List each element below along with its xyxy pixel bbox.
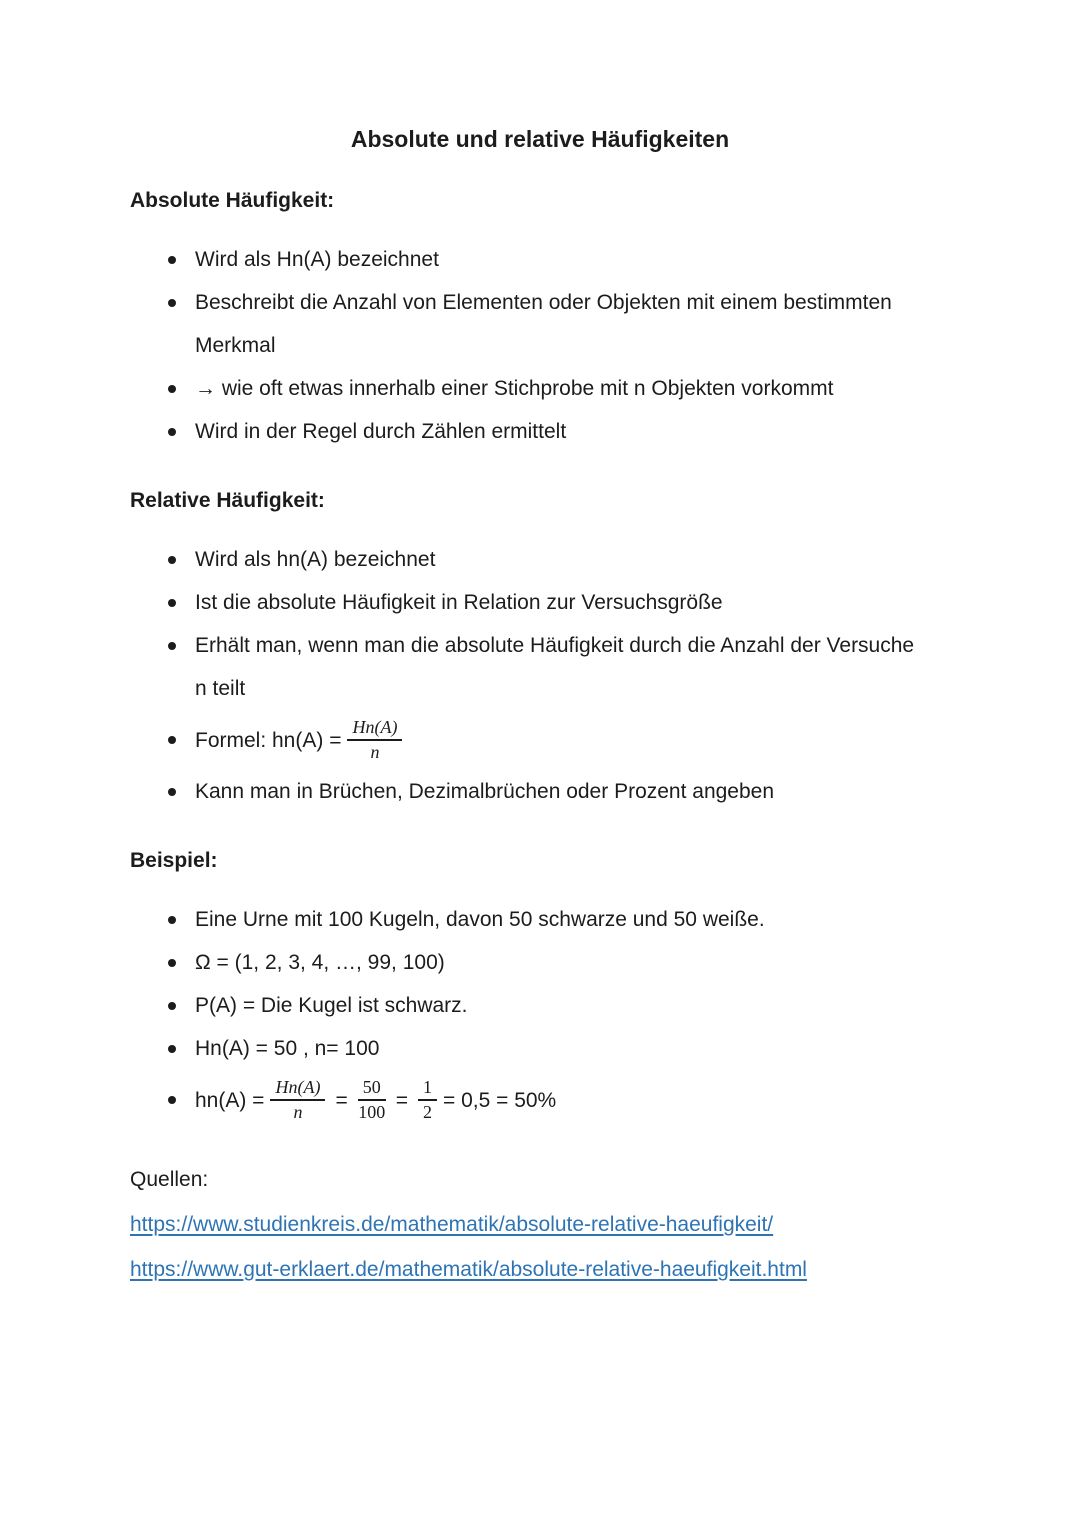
bullet-marker bbox=[168, 1045, 176, 1053]
bullet-marker bbox=[168, 959, 176, 967]
relative-bullet-list bbox=[130, 538, 950, 813]
list-item bbox=[130, 1027, 930, 1070]
source-link-row bbox=[130, 1211, 950, 1238]
bullet-text: → wie oft etwas innerhalb einer Stichprobe mit n Objekten vorkommt bbox=[195, 377, 834, 400]
fraction bbox=[418, 1077, 437, 1123]
bullet-marker bbox=[168, 256, 176, 264]
absolute-bullet-list bbox=[130, 238, 950, 453]
list-item bbox=[130, 367, 930, 410]
bullet-marker bbox=[168, 1002, 176, 1010]
list-item bbox=[130, 984, 930, 1027]
list-item bbox=[130, 281, 930, 367]
bullet-text: P(A) = Die Kugel ist schwarz. bbox=[195, 994, 468, 1017]
bullet-marker bbox=[168, 788, 176, 796]
bullet-text: Wird als Hn(A) bezeichnet bbox=[195, 248, 439, 271]
bullet-marker bbox=[168, 428, 176, 436]
list-item bbox=[130, 770, 930, 813]
formula-suffix: = 0,5 = 50% bbox=[442, 1088, 557, 1112]
bullet-text: Wird als hn(A) bezeichnet bbox=[195, 548, 436, 571]
list-item bbox=[130, 898, 930, 941]
list-item bbox=[130, 581, 930, 624]
formula-prefix: Formel: hn(A) = bbox=[195, 728, 342, 752]
fraction-numerator: 50 bbox=[358, 1077, 386, 1101]
fraction-denominator: 100 bbox=[358, 1102, 386, 1122]
bullet-text: Ist die absolute Häufigkeit in Relation zur Versuchsgröße bbox=[195, 591, 723, 614]
example-bullet-list bbox=[130, 898, 950, 1130]
list-item bbox=[130, 538, 930, 581]
section-heading-relative: Relative Häufigkeit: bbox=[130, 489, 325, 512]
fraction-denominator: n bbox=[370, 742, 380, 762]
formula-prefix: hn(A) = bbox=[195, 1088, 265, 1112]
section-heading-absolute: Absolute Häufigkeit: bbox=[130, 189, 335, 212]
bullet-text: Wird in der Regel durch Zählen ermittelt bbox=[195, 420, 567, 443]
fraction-denominator: n bbox=[293, 1102, 303, 1122]
fraction-numerator: Hn(A) bbox=[270, 1077, 325, 1101]
bullet-marker bbox=[168, 1096, 176, 1104]
section-heading-example: Beispiel: bbox=[130, 849, 218, 872]
equals-sign: = bbox=[335, 1088, 348, 1112]
fraction-numerator: 1 bbox=[418, 1077, 437, 1101]
list-item bbox=[130, 410, 930, 453]
source-link-row bbox=[130, 1256, 950, 1283]
fraction bbox=[347, 717, 402, 763]
bullet-text: Ω = (1, 2, 3, 4, …, 99, 100) bbox=[195, 951, 445, 974]
bullet-marker bbox=[168, 916, 176, 924]
list-item bbox=[130, 238, 930, 281]
list-item bbox=[130, 624, 930, 710]
sources-label: Quellen: bbox=[130, 1168, 209, 1191]
bullet-marker bbox=[168, 599, 176, 607]
bullet-marker bbox=[168, 299, 176, 307]
source-link[interactable]: https://www.gut-erklaert.de/mathematik/absolute-relative-haeufigkeit.html bbox=[130, 1258, 807, 1281]
fraction-numerator: Hn(A) bbox=[347, 717, 402, 741]
fraction bbox=[358, 1077, 386, 1123]
bullet-marker bbox=[168, 642, 176, 650]
bullet-marker bbox=[168, 736, 176, 744]
page-title: Absolute und relative Häufigkeiten bbox=[350, 126, 730, 152]
fraction-denominator: 2 bbox=[422, 1102, 432, 1122]
formula-list-item bbox=[130, 710, 930, 770]
source-link[interactable]: https://www.studienkreis.de/mathematik/absolute-relative-haeufigkeit/ bbox=[130, 1213, 774, 1236]
bullet-marker bbox=[168, 556, 176, 564]
bullet-text: Hn(A) = 50 , n= 100 bbox=[195, 1037, 380, 1060]
bullet-text: Kann man in Brüchen, Dezimalbrüchen oder Prozent angeben bbox=[195, 780, 775, 803]
equals-sign: = bbox=[395, 1088, 408, 1112]
bullet-text: Beschreibt die Anzahl von Elementen oder Objekten mit einem bestimmten Merkmal bbox=[195, 291, 892, 357]
formula-list-item bbox=[130, 1070, 930, 1130]
bullet-text: Erhält man, wenn man die absolute Häufigkeit durch die Anzahl der Versuche n teilt bbox=[195, 634, 915, 700]
bullet-marker bbox=[168, 385, 176, 393]
bullet-text: Eine Urne mit 100 Kugeln, davon 50 schwarze und 50 weiße. bbox=[195, 908, 765, 931]
list-item bbox=[130, 941, 930, 984]
fraction bbox=[270, 1077, 325, 1123]
